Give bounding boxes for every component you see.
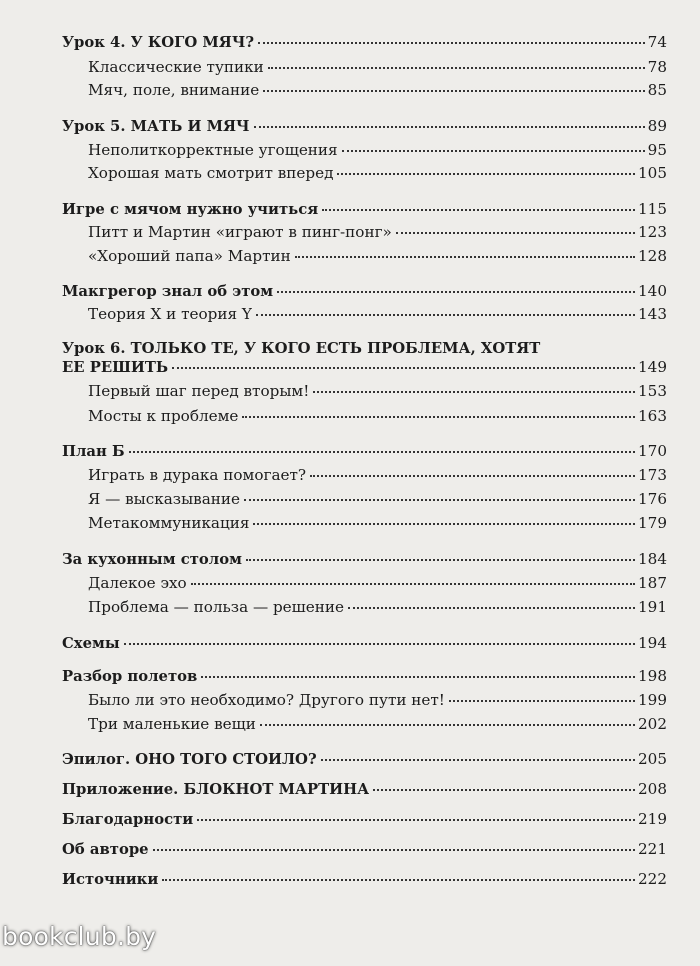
leader-dots (322, 209, 635, 211)
toc-title: Источники (62, 871, 159, 888)
toc-page-number: 149 (638, 358, 667, 376)
toc-title: Проблема — польза — решение (88, 598, 345, 616)
toc-heading (62, 282, 667, 300)
toc-page-number: 140 (638, 282, 667, 300)
toc-title: Три маленькие вещи (88, 715, 256, 733)
toc-title: Хорошая мать смотрит вперед (88, 164, 334, 182)
toc-heading-acknowledgements (62, 810, 667, 828)
toc-title: Неполиткорректные угощения (88, 141, 338, 159)
toc-page-number: 128 (638, 247, 667, 265)
leader-dots (260, 724, 635, 726)
leader-dots (263, 90, 644, 92)
toc-subentry (62, 598, 667, 616)
leader-dots (172, 367, 635, 369)
toc-page-number: 105 (638, 164, 667, 182)
leader-dots (246, 559, 635, 561)
toc-page-number: 191 (638, 598, 667, 616)
toc-title: Эпилог. ОНО ТОГО СТОИЛО? (62, 751, 317, 768)
toc-title: План Б (62, 443, 125, 460)
toc-subentry (62, 223, 667, 241)
toc-heading (62, 550, 667, 568)
toc-title: Приложение. БЛОКНОТ МАРТИНА (62, 781, 370, 798)
toc-page-number: 194 (638, 634, 667, 652)
toc-heading-lesson-6 (62, 358, 667, 376)
toc-page-number: 222 (638, 870, 667, 888)
toc-heading-lesson-6-line1: Урок 6. ТОЛЬКО ТЕ, У КОГО ЕСТЬ ПРОБЛЕМА, ХОТЯТ (62, 340, 541, 357)
leader-dots (449, 700, 635, 702)
toc-subentry (62, 691, 667, 709)
toc-page-number: 89 (647, 117, 667, 135)
leader-dots (348, 607, 635, 609)
toc-title: Метакоммуникация (88, 514, 250, 532)
leader-dots (295, 256, 635, 258)
toc-title: Играть в дурака помогает? (88, 466, 307, 484)
leader-dots (396, 232, 635, 234)
leader-dots (268, 67, 645, 69)
toc-title: За кухонным столом (62, 551, 242, 568)
toc-heading-about-author (62, 840, 667, 858)
toc-subentry (62, 514, 667, 532)
toc-page-number: 143 (638, 305, 667, 323)
toc-title: Я — высказывание (88, 490, 241, 508)
toc-page-number: 202 (638, 715, 667, 733)
toc-heading-lesson-5 (62, 117, 667, 135)
leader-dots (277, 291, 635, 293)
toc-title: Теория X и теория Y (88, 305, 252, 323)
toc-page-number: 219 (638, 810, 667, 828)
toc-page-number: 163 (638, 407, 667, 425)
toc-page-number: 173 (638, 466, 667, 484)
toc-title: Благодарности (62, 811, 194, 828)
toc-page-number: 205 (638, 750, 667, 768)
leader-dots (191, 583, 635, 585)
toc-page-number: 179 (638, 514, 667, 532)
toc-subentry (62, 382, 667, 400)
toc-title: Урок 4. У КОГО МЯЧ? (62, 34, 255, 51)
toc-page-number: 153 (638, 382, 667, 400)
toc-page-number: 199 (638, 691, 667, 709)
toc-title: Игре с мячом нужно учиться (62, 201, 319, 218)
toc-subentry (62, 305, 667, 323)
toc-page-number: 74 (647, 33, 667, 51)
toc-page-number: 170 (638, 442, 667, 460)
leader-dots (310, 475, 635, 477)
leader-dots (258, 42, 645, 44)
toc-page-number: 208 (638, 780, 667, 798)
leader-dots (321, 759, 635, 761)
toc-page-number: 123 (638, 223, 667, 241)
leader-dots (256, 314, 635, 316)
toc-title: Было ли это необходимо? Другого пути нет! (88, 691, 445, 709)
toc-heading-lesson-4 (62, 33, 667, 51)
toc-heading-sources (62, 870, 667, 888)
toc-page-number: 95 (647, 141, 667, 159)
toc-title: Далекое эхо (88, 574, 187, 592)
leader-dots (342, 150, 645, 152)
toc-heading-appendix (62, 780, 667, 798)
toc-title: «Хороший папа» Мартин (88, 247, 291, 265)
leader-dots (254, 126, 645, 128)
toc-subentry (62, 574, 667, 592)
toc-subentry (62, 141, 667, 159)
toc-page-number: 85 (647, 81, 667, 99)
toc-page-number: 184 (638, 550, 667, 568)
toc-heading (62, 442, 667, 460)
leader-dots (201, 676, 635, 678)
leader-dots (337, 173, 635, 175)
leader-dots (153, 849, 635, 851)
toc-title: Питт и Мартин «играют в пинг-понг» (88, 223, 392, 241)
toc-title: Макгрегор знал об этом (62, 283, 274, 300)
toc-heading (62, 634, 667, 652)
toc-subentry (62, 407, 667, 425)
toc-page-number: 78 (647, 58, 667, 76)
toc-heading (62, 667, 667, 685)
toc-subentry (62, 715, 667, 733)
toc-title: ЕЕ РЕШИТЬ (62, 359, 169, 376)
toc-heading-epilogue (62, 750, 667, 768)
toc-heading (62, 200, 667, 218)
toc-subentry (62, 466, 667, 484)
toc-title: Урок 5. МАТЬ И МЯЧ (62, 118, 250, 135)
toc-page-number: 221 (638, 840, 667, 858)
toc-subentry (62, 58, 667, 76)
toc-title: Классические тупики (88, 58, 264, 76)
leader-dots (162, 879, 635, 881)
leader-dots (313, 391, 635, 393)
leader-dots (197, 819, 635, 821)
toc-title: Мосты к проблеме (88, 407, 239, 425)
toc-subentry (62, 490, 667, 508)
toc-title: Схемы (62, 635, 120, 652)
leader-dots (373, 789, 635, 791)
toc-page-number: 115 (638, 200, 667, 218)
leader-dots (242, 416, 635, 418)
toc-page-number: 187 (638, 574, 667, 592)
toc-subentry (62, 81, 667, 99)
leader-dots (124, 643, 635, 645)
leader-dots (244, 499, 635, 501)
toc-page-number: 198 (638, 667, 667, 685)
toc-title: Мяч, поле, внимание (88, 81, 260, 99)
toc-title: Первый шаг перед вторым! (88, 382, 310, 400)
leader-dots (129, 451, 635, 453)
toc-page-number: 176 (638, 490, 667, 508)
toc-title: Об авторе (62, 841, 149, 858)
toc-subentry (62, 164, 667, 182)
toc-subentry (62, 247, 667, 265)
leader-dots (253, 523, 635, 525)
watermark: bookclub.by (2, 922, 157, 951)
toc-title: Разбор полетов (62, 668, 198, 685)
